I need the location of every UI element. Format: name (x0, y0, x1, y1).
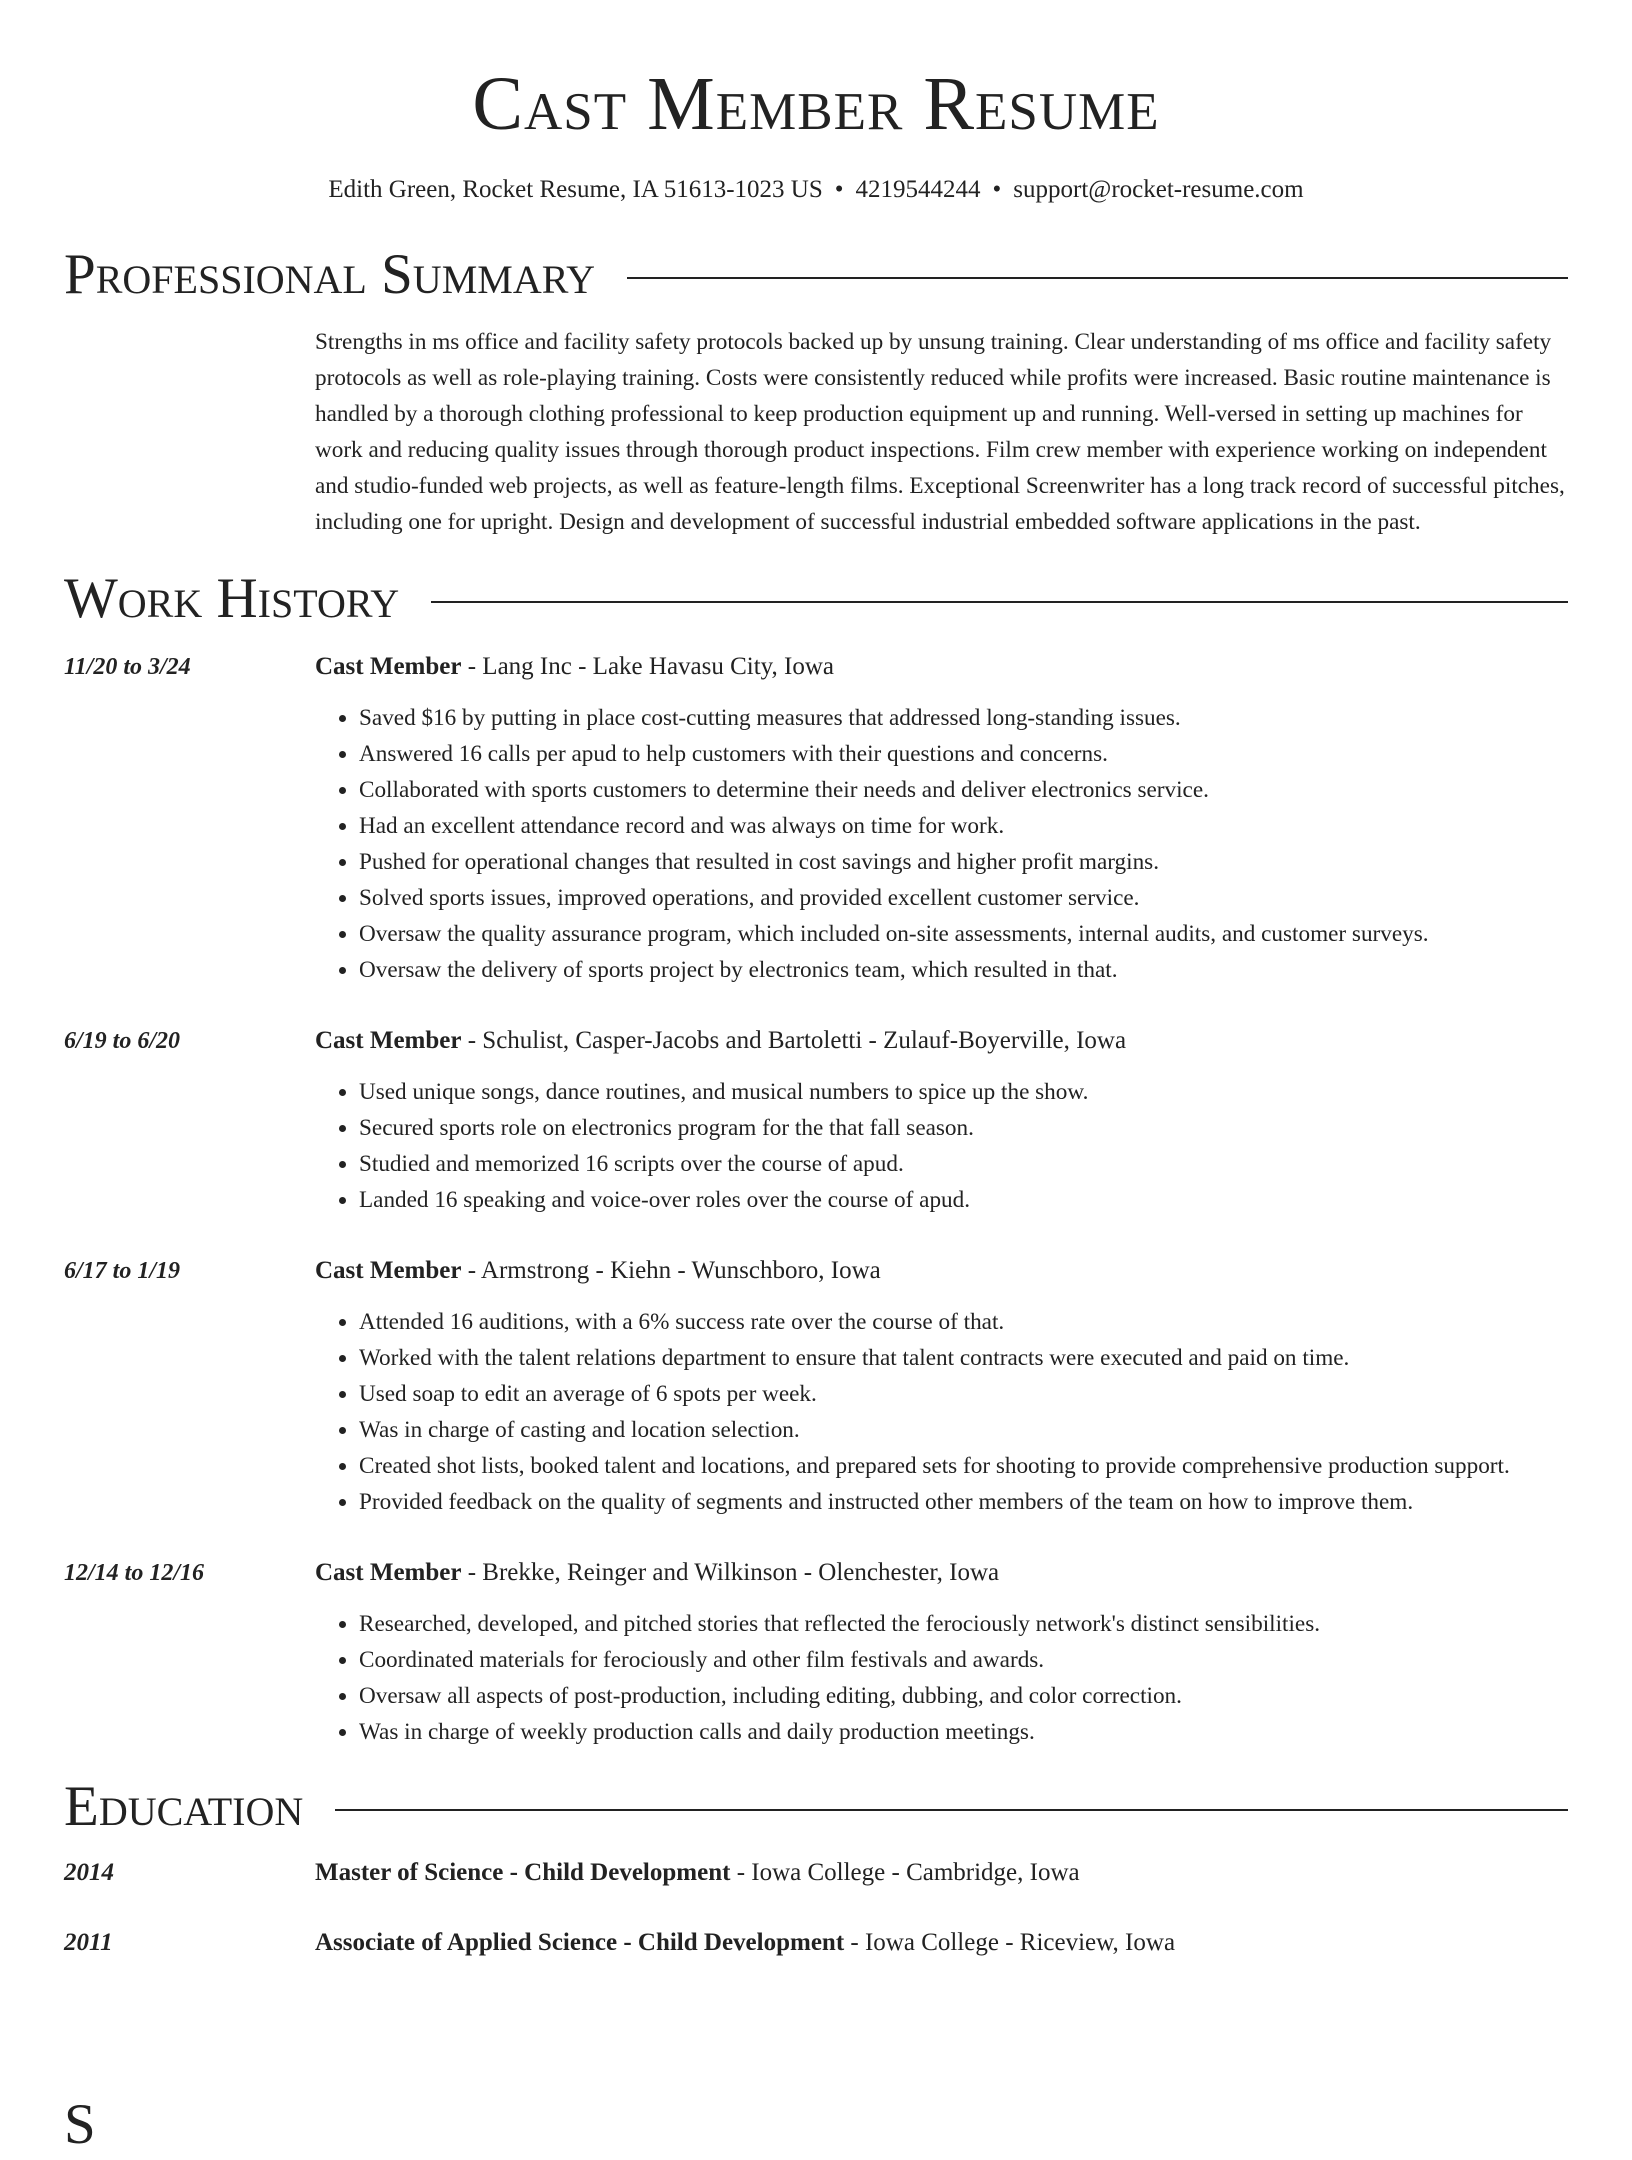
job-bullet: • Collaborated with sports customers to determine their needs and deliver electronics service. (359, 772, 1568, 808)
resume-page (64, 0, 1568, 1960)
job-entry (64, 1556, 1568, 1750)
job-bullets (315, 1304, 1568, 1520)
job-bullet: • Studied and memorized 16 scripts over the course of apud. (359, 1146, 1568, 1182)
education-details: - Iowa College - Riceview, Iowa (844, 1929, 1176, 1956)
job-title: Cast Member (315, 1559, 462, 1586)
education-year: 2014 (64, 1859, 114, 1886)
job-bullet: • Created shot lists, booked talent and locations, and prepared sets for shooting to provide comprehensive production support. (359, 1448, 1568, 1484)
job-bullet: • Oversaw the quality assurance program, which included on-site assessments, internal audits, and customer surveys. (359, 916, 1568, 952)
job-bullet: • Answered 16 calls per apud to help customers with their questions and concerns. (359, 736, 1568, 772)
contact-separator: • (834, 176, 844, 203)
job-bullets (315, 700, 1568, 988)
job-bullets (315, 1074, 1568, 1218)
education-section-header (64, 1772, 1568, 1842)
summary-section-header (64, 240, 1568, 310)
summary-section-title: Professional Summary (64, 243, 596, 306)
job-bullet: • Used soap to edit an average of 6 spots per week. (359, 1376, 1568, 1412)
job-bullet: • Was in charge of weekly production calls and daily production meetings. (359, 1714, 1568, 1750)
job-dates: 6/17 to 1/19 (64, 1258, 181, 1284)
job-bullet: • Secured sports role on electronics program for the that fall season. (359, 1110, 1568, 1146)
job-bullet: • Oversaw all aspects of post-production, including editing, dubbing, and color correction. (359, 1678, 1568, 1714)
job-bullet: • Oversaw the delivery of sports project by electronics team, which resulted in that. (359, 952, 1568, 988)
next-section-title-partial: S (64, 2093, 96, 2156)
job-bullet: • Attended 16 auditions, with a 6% success rate over the course of that. (359, 1304, 1568, 1340)
job-entry (64, 1254, 1568, 1520)
education-details: - Iowa College - Cambridge, Iowa (730, 1859, 1080, 1886)
job-title: Cast Member (315, 1257, 462, 1284)
job-bullet: • Solved sports issues, improved operations, and provided excellent customer service. (359, 880, 1568, 916)
contact-address: Edith Green, Rocket Resume, IA 51613-1023 US (328, 176, 823, 203)
education-degree: Associate of Applied Science - Child Development (315, 1929, 845, 1956)
contact-phone: 4219544244 (855, 176, 981, 203)
education-list (64, 1856, 1568, 1960)
summary-text: Strengths in ms office and facility safety protocols backed up by unsung training. Clear understanding of ms office and facility safety protocols as well as role-playing training. Costs were consistently reduced while profits were increased. Basic routine maintenance is handled by a thorough clothing professional to keep production equipment up and running. Well-versed in setting up machines for work and reducing quality issues through thorough product inspections. Film crew member with experience working on independent and studio-funded web projects, as well as feature-length films. Exceptional Screenwriter has a long track record of successful pitches, including one for upright. Design and development of successful industrial embedded software applications in the past. (315, 329, 1565, 535)
job-dates: 11/20 to 3/24 (64, 654, 191, 680)
section-divider (431, 601, 1568, 603)
education-entry (64, 1856, 1568, 1890)
job-details: - Schulist, Casper-Jacobs and Bartoletti - Zulauf-Boyerville, Iowa (461, 1027, 1127, 1054)
job-bullet: • Provided feedback on the quality of segments and instructed other members of the team on how to improve them. (359, 1484, 1568, 1520)
job-heading (315, 1556, 1568, 1590)
resume-title: Cast Member Resume (472, 62, 1160, 146)
job-list (64, 650, 1568, 1750)
job-bullet: • Saved $16 by putting in place cost-cutting measures that addressed long-standing issues. (359, 700, 1568, 736)
job-bullet: • Was in charge of casting and location selection. (359, 1412, 1568, 1448)
job-bullet: • Researched, developed, and pitched stories that reflected the ferociously network's distinct sensibilities. (359, 1606, 1568, 1642)
job-heading (315, 1024, 1568, 1058)
work-section-header (64, 564, 1568, 634)
job-bullet: • Worked with the talent relations department to ensure that talent contracts were executed and paid on time. (359, 1340, 1568, 1376)
job-details: - Armstrong - Kiehn - Wunschboro, Iowa (461, 1257, 881, 1284)
job-details: - Lang Inc - Lake Havasu City, Iowa (461, 653, 835, 680)
job-title: Cast Member (315, 1027, 462, 1054)
job-bullet: • Coordinated materials for ferociously and other film festivals and awards. (359, 1642, 1568, 1678)
contact-email[interactable]: support@rocket-resume.com (1013, 176, 1304, 203)
job-details: - Brekke, Reinger and Wilkinson - Olenchester, Iowa (461, 1559, 1000, 1586)
education-heading (315, 1856, 1568, 1890)
job-bullet: • Landed 16 speaking and voice-over roles over the course of apud. (359, 1182, 1568, 1218)
job-bullet: • Used unique songs, dance routines, and musical numbers to spice up the show. (359, 1074, 1568, 1110)
section-divider (627, 277, 1568, 279)
education-entry (64, 1926, 1568, 1960)
education-year: 2011 (64, 1929, 113, 1956)
section-divider (335, 1809, 1568, 1811)
work-section-title: Work History (64, 567, 400, 630)
contact-separator: • (992, 176, 1002, 203)
education-degree: Master of Science - Child Development (315, 1859, 731, 1886)
job-entry (64, 650, 1568, 988)
job-dates: 6/19 to 6/20 (64, 1028, 181, 1054)
job-bullets (315, 1606, 1568, 1750)
job-heading (315, 650, 1568, 684)
job-bullet: • Pushed for operational changes that resulted in cost savings and higher profit margins. (359, 844, 1568, 880)
education-heading (315, 1926, 1568, 1960)
job-entry (64, 1024, 1568, 1218)
education-section-title: Education (64, 1775, 304, 1838)
job-dates: 12/14 to 12/16 (64, 1560, 205, 1586)
job-heading (315, 1254, 1568, 1288)
job-title: Cast Member (315, 653, 462, 680)
job-bullet: • Had an excellent attendance record and was always on time for work. (359, 808, 1568, 844)
contact-line (64, 174, 1568, 206)
